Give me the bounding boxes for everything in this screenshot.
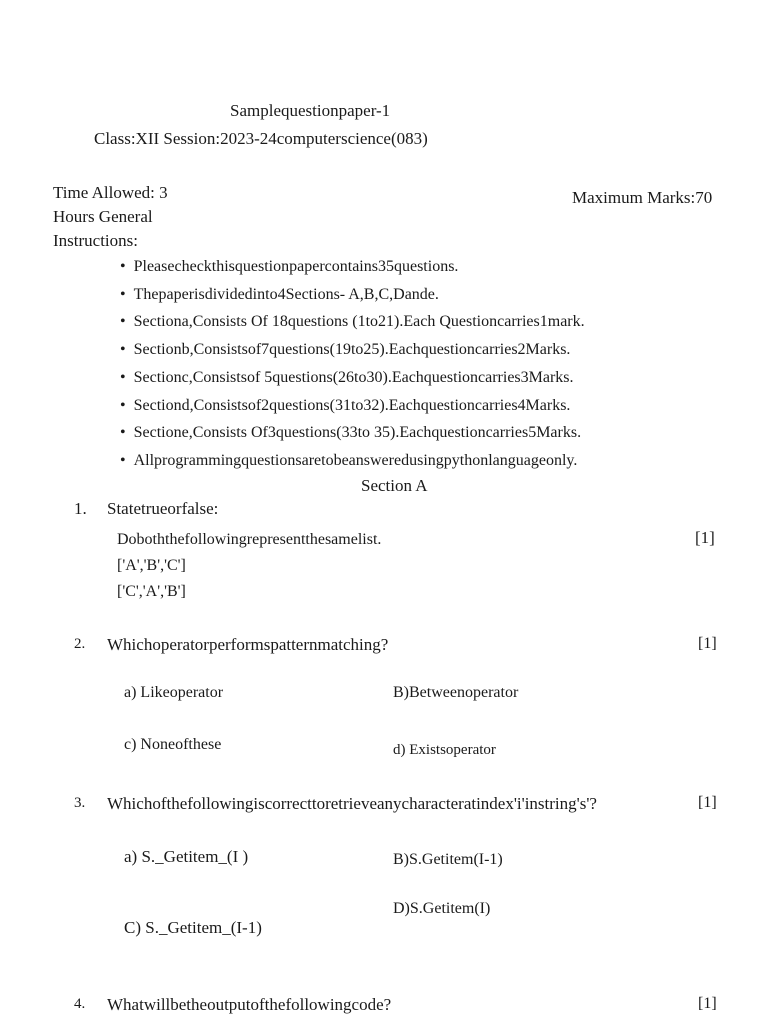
question-marks: [1]	[698, 995, 717, 1012]
code-line: ['A','B','C']	[117, 557, 186, 574]
code-line: ['C','A','B']	[117, 583, 186, 600]
list-item: • Sectiond,Consistsof2questions(31to32).Eachquestioncarries4Marks.	[120, 397, 571, 414]
question-text: Whichofthefollowingiscorrecttoretrieveanycharacteratindex'i'instring's'?	[107, 794, 597, 813]
list-item: • Sectionb,Consistsof7questions(19to25).Eachquestioncarries2Marks.	[120, 341, 571, 358]
bullet-icon: •	[120, 397, 126, 414]
question-number: 3.	[74, 795, 86, 811]
question-detail: Doboththefollowingrepresentthesamelist.	[117, 531, 382, 548]
question-text: Statetrueorfalse:	[107, 499, 219, 518]
paper-title: Samplequestionpaper-1	[230, 101, 391, 120]
instructions-label: Instructions:	[53, 231, 138, 250]
list-item: • Sectiona,Consists Of 18questions (1to21).Each Questioncarries1mark.	[120, 313, 585, 330]
option-a: a) Likeoperator	[124, 684, 224, 701]
option-c: c) Noneofthese	[124, 736, 222, 753]
list-item: • Sectionc,Consistsof 5questions(26to30).Eachquestioncarries3Marks.	[120, 369, 574, 386]
question-number: 2.	[74, 636, 86, 652]
maximum-marks: Maximum Marks:70	[572, 188, 713, 207]
question-marks: [1]	[698, 794, 717, 811]
list-item: • Thepaperisdividedinto4Sections- A,B,C,Dande.	[120, 286, 439, 303]
bullet-icon: •	[120, 369, 126, 386]
paper-subtitle: Class:XII Session:2023-24computerscience(083)	[94, 129, 428, 148]
time-allowed-line2: Hours General	[53, 207, 153, 226]
list-item: • Pleasecheckthisquestionpapercontains35questions.	[120, 258, 459, 275]
option-b: B)Betweenoperator	[393, 684, 519, 701]
option-b: B)S.Getitem(I-1)	[393, 851, 503, 868]
bullet-icon: •	[120, 341, 126, 358]
option-a: a) S._Getitem_(I )	[124, 847, 249, 866]
option-c: C) S._Getitem_(I-1)	[124, 918, 262, 937]
option-d: d) Existsoperator	[393, 742, 496, 758]
bullet-icon: •	[120, 313, 126, 330]
bullet-icon: •	[120, 258, 126, 275]
question-text: Whichoperatorperformspatternmatching?	[107, 635, 389, 654]
list-item: • Sectione,Consists Of3questions(33to 35).Eachquestioncarries5Marks.	[120, 424, 582, 441]
list-item: • Allprogrammingquestionsaretobeansweredusingpythonlanguageonly.	[120, 452, 578, 469]
bullet-icon: •	[120, 424, 126, 441]
question-marks: [1]	[695, 528, 715, 547]
option-d: D)S.Getitem(I)	[393, 900, 491, 917]
question-marks: [1]	[698, 635, 717, 652]
question-number: 4.	[74, 996, 86, 1012]
bullet-icon: •	[120, 452, 126, 469]
time-allowed-line1: Time Allowed: 3	[53, 183, 168, 202]
question-number: 1.	[74, 499, 87, 518]
bullet-icon: •	[120, 286, 126, 303]
section-title: Section A	[361, 476, 428, 495]
question-text: Whatwillbetheoutputofthefollowingcode?	[107, 995, 392, 1014]
